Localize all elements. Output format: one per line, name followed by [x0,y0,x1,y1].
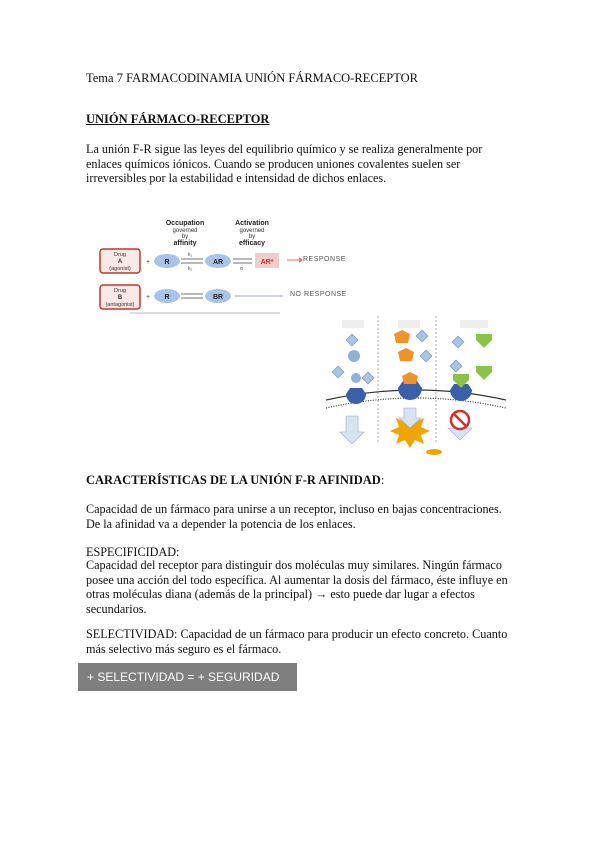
text-line: irreversibles por la estabilidad e intensidad de dichos enlaces. [86,171,387,186]
drug-a-label: (agonist) [109,266,131,272]
section-heading-characteristics [86,473,384,488]
activation-label: by [248,234,256,240]
k2-label: k₂ [188,266,193,272]
response-label: RESPONSE [303,256,346,263]
text-line: enlaces químicos iónicos. Cuando se producen uniones covalentes suelen ser [86,156,461,171]
plus-sign: + [146,259,151,266]
receptor-selectivity-illustration [326,316,506,456]
text-line: La unión F-R sigue las leyes del equilibrio químico y se realiza generalmente por [86,142,483,156]
text-line: Capacidad del receptor para distinguir dos moléculas muy similares. Ningún fármaco [86,558,502,572]
specificity-heading: ESPECIFICIDAD: [86,545,180,559]
text-line: secundarios. [86,601,147,616]
complex-br-label: BR [212,294,224,301]
agonist-antagonist-diagram [88,215,288,317]
ligand-icon [348,350,360,362]
occupation-label: governed [172,228,198,234]
text-line: De la afinidad va a depender la potencia de los enlaces. [86,516,356,531]
selectivity-highlight-box: + SELECTIVIDAD = + SEGURIDAD [78,663,297,691]
drug-a-label: Drug [114,252,126,258]
heading-suffix: : [380,473,385,487]
drug-b-label: B [117,295,123,301]
paragraph-selectivity [86,627,511,656]
text-line: SELECTIVIDAD: Capacidad de un fármaco para producir un efecto concreto. Cuanto [86,627,508,641]
paragraph-affinity [86,502,506,531]
drug-b-label: Drug [114,288,126,294]
complex-ar-label: AR [212,259,224,266]
receptor-r-label: R [164,259,170,266]
activated-complex-label: AR* [260,259,274,266]
heading-bold: CARACTERÍSTICAS DE LA UNIÓN F-R AFINIDAD [86,473,381,487]
activation-label: governed [239,228,265,234]
paragraph-specificity [86,558,511,616]
section-heading-union: UNIÓN FÁRMACO-RECEPTOR [86,112,270,126]
text-line: otras moléculas diana (además de la principal) → esto puede dar lugar a efectos [86,587,475,602]
response-arrow [287,255,303,265]
page-title: Tema 7 FARMACODINAMIA UNIÓN FÁRMACO-RECEPTOR [86,71,419,85]
caption-blur [130,312,280,314]
occupation-label: affinity [173,240,197,247]
text-line: posee una acción del todo específica. Al aumentar la dosis del fármaco, éste influye en [86,572,508,587]
k1-label: k₁ [188,252,193,258]
occupation-label: Occupation [165,220,205,227]
drug-b-label: (antagonist) [105,302,135,308]
activation-label: Activation [235,220,269,227]
text-line: Capacidad de un fármaco para unirse a un receptor, incluso en bajas concentraciones. [86,502,502,516]
occupation-label: by [181,234,189,240]
activation-label: efficacy [238,240,266,247]
text-line: más selectivo más seguro es el fármaco. [86,641,282,656]
plus-sign: + [146,294,151,301]
drug-a-label: A [117,259,123,265]
alpha-label: α [240,266,243,272]
receptor-r-label: R [164,294,170,301]
ligand-icon [351,373,361,383]
no-response-label: NO RESPONSE [290,291,347,298]
paragraph-union [86,142,496,186]
